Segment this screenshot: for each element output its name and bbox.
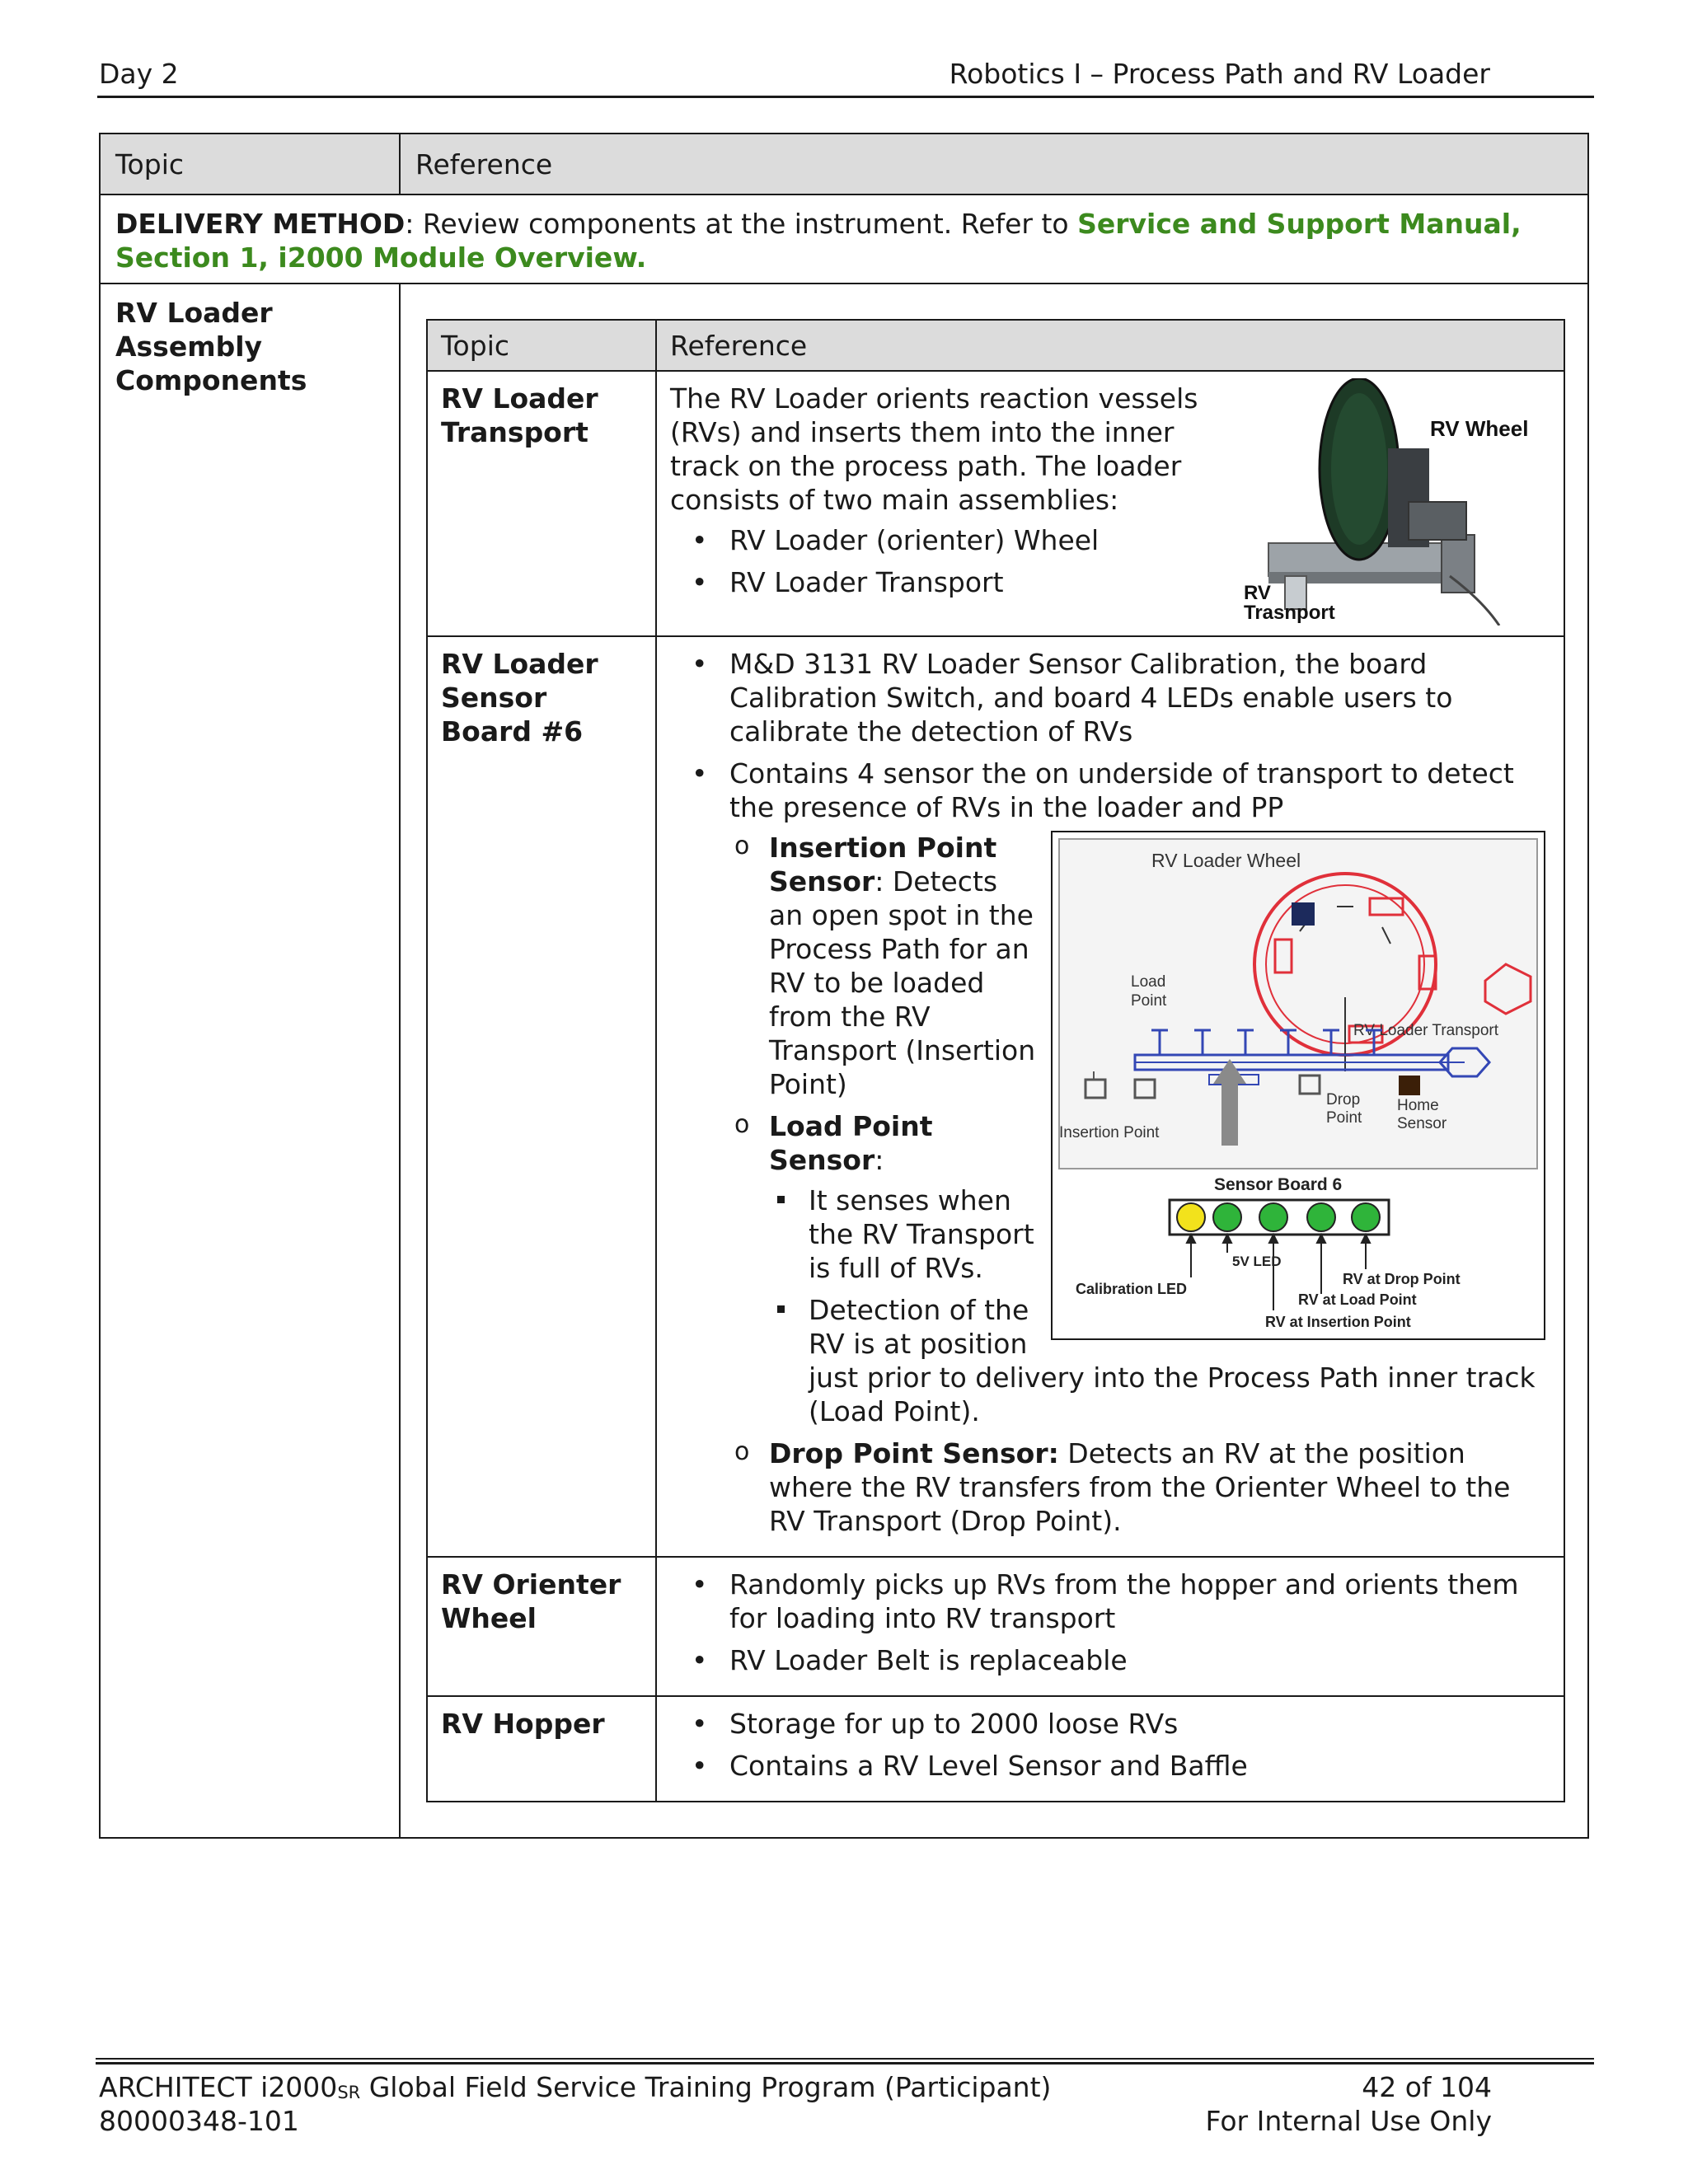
list-item <box>670 1436 1550 1538</box>
list-item: • Randomly picks up RVs from the hopper and orients them for loading into RV transport <box>670 1568 1550 1635</box>
inner-col-reference: Reference <box>656 320 1564 371</box>
row-reference <box>656 1557 1564 1696</box>
row-topic: RV Hopper <box>427 1696 656 1802</box>
section-topic: RV Loader Assembly Components <box>100 284 400 1838</box>
doc-number: 80000348-101 <box>99 2105 299 2137</box>
outer-col-topic: Topic <box>100 134 400 194</box>
table-row <box>427 371 1564 636</box>
outer-header-row <box>100 134 1588 194</box>
bullet-list <box>670 1707 1550 1783</box>
load-sensor-colon: : <box>874 1144 884 1176</box>
footer-program: Global Field Service Training Program (Participant) <box>360 2071 1052 2103</box>
photo-label-transport: Trasnport <box>1244 602 1335 624</box>
list-item-text: Contains 4 sensor the on underside of transport to detect the presence of RVs in the loader and PP <box>729 757 1514 823</box>
page-number: 42 of 104 <box>1362 2071 1492 2103</box>
fig-5v-led: 5V LED <box>1232 1254 1282 1269</box>
drop-sensor-label: Drop Point Sensor: <box>769 1437 1059 1469</box>
list-item <box>670 1109 1550 1428</box>
delivery-label: DELIVERY METHOD <box>115 208 406 240</box>
photo-label-wheel: RV Wheel <box>1430 416 1529 441</box>
classification: For Internal Use Only <box>1205 2105 1492 2137</box>
fig-rv-load: RV at Load Point <box>1298 1291 1417 1308</box>
row-reference <box>656 1696 1564 1802</box>
list-item: It senses when the RV Transport is full of RVs. <box>670 1183 1550 1285</box>
bullet-list <box>670 1568 1550 1677</box>
fig-home-sensor-1: Home <box>1397 1097 1439 1114</box>
delivery-cell <box>100 194 1588 284</box>
list-item: • M&D 3131 RV Loader Sensor Calibration, the board Calibration Switch, and board 4 LEDs enable users to calibrate the detection of RVs <box>670 647 1550 748</box>
page-header <box>97 58 1594 98</box>
delivery-text: : Review components at the instrument. Refer to <box>405 208 1078 240</box>
load-sensor-label: Load Point Sensor <box>769 1110 933 1176</box>
page-footer <box>99 2070 1492 2138</box>
photo-label-rv: RV <box>1244 582 1271 604</box>
fig-drop-point-1: Drop <box>1326 1091 1361 1108</box>
insertion-sensor-label: Insertion Point Sensor <box>769 832 997 898</box>
outer-table <box>99 133 1589 1839</box>
bullet-list <box>670 647 1550 1538</box>
fig-load-point-1: Load <box>1131 973 1166 991</box>
list-item <box>670 757 1550 1538</box>
list-item: • RV Loader Belt is replaceable <box>670 1643 1550 1677</box>
fig-rv-insertion: RV at Insertion Point <box>1265 1314 1411 1330</box>
section-reference <box>400 284 1588 1838</box>
manual-reference-link[interactable]: Service and Support Manual, Section 1, i2000 Module Overview <box>115 208 1522 274</box>
delivery-end: . <box>635 241 647 274</box>
load-sensor-sublist <box>670 1183 1550 1428</box>
list-item: Detection of the RV is at position just prior to delivery into the Process Path inner track (Load Point). <box>670 1293 1550 1428</box>
header-day: Day 2 <box>99 58 179 90</box>
fig-rv-loader-transport: RV Loader Transport <box>1353 1022 1499 1039</box>
fig-calibration-led: Calibration LED <box>1076 1281 1188 1297</box>
list-item <box>670 831 1550 1101</box>
row-reference <box>656 636 1564 1557</box>
fig-sensor-board: Sensor Board 6 <box>1214 1175 1343 1194</box>
list-item: • Contains a RV Level Sensor and Baffle <box>670 1749 1550 1783</box>
inner-col-topic: Topic <box>427 320 656 371</box>
footer-product-sub: SR <box>337 2083 361 2102</box>
drop-sensor-text: Detects an RV at the position where the RV transfers from the Orienter Wheel to the RV Transport (Drop Point). <box>769 1437 1511 1537</box>
inner-header-row <box>427 320 1564 371</box>
row-topic: RV Orienter Wheel <box>427 1557 656 1696</box>
footer-rule <box>96 2062 1594 2064</box>
components-row <box>100 284 1588 1838</box>
row-intro: The RV Loader orients reaction vessels (RVs) and inserts them into the inner track on the process path. The loader consists of two main assemblies: <box>670 382 1198 516</box>
footer-product: ARCHITECT i2000 <box>99 2071 338 2103</box>
fig-rv-drop: RV at Drop Point <box>1343 1271 1461 1287</box>
fig-load-point-2: Point <box>1131 992 1167 1010</box>
insertion-sensor-text: : Detects an open spot in the Process Path for an RV to be loaded from the RV Transport (Insertion Point) <box>769 865 1036 1100</box>
row-topic: RV Loader Transport <box>427 371 656 636</box>
list-item: • RV Loader (orienter) Wheel <box>670 523 1550 557</box>
list-item: • Storage for up to 2000 loose RVs <box>670 1707 1550 1741</box>
fig-home-sensor-2: Sensor <box>1397 1115 1447 1132</box>
inner-table <box>426 319 1565 1802</box>
list-item: • RV Loader Transport <box>670 565 1550 599</box>
footer-rule <box>96 2058 1594 2060</box>
fig-insertion-point: Insertion Point <box>1059 1124 1160 1141</box>
fig-drop-point-2: Point <box>1326 1109 1362 1127</box>
delivery-row <box>100 194 1588 284</box>
row-reference <box>656 371 1564 636</box>
outer-col-reference: Reference <box>400 134 1588 194</box>
table-row <box>427 1696 1564 1802</box>
table-row <box>427 636 1564 1557</box>
row-topic: RV Loader Sensor Board #6 <box>427 636 656 1557</box>
fig-rv-loader-wheel: RV Loader Wheel <box>1151 850 1301 871</box>
sensor-list <box>670 831 1550 1538</box>
table-row <box>427 1557 1564 1696</box>
header-title: Robotics I – Process Path and RV Loader <box>949 58 1490 90</box>
